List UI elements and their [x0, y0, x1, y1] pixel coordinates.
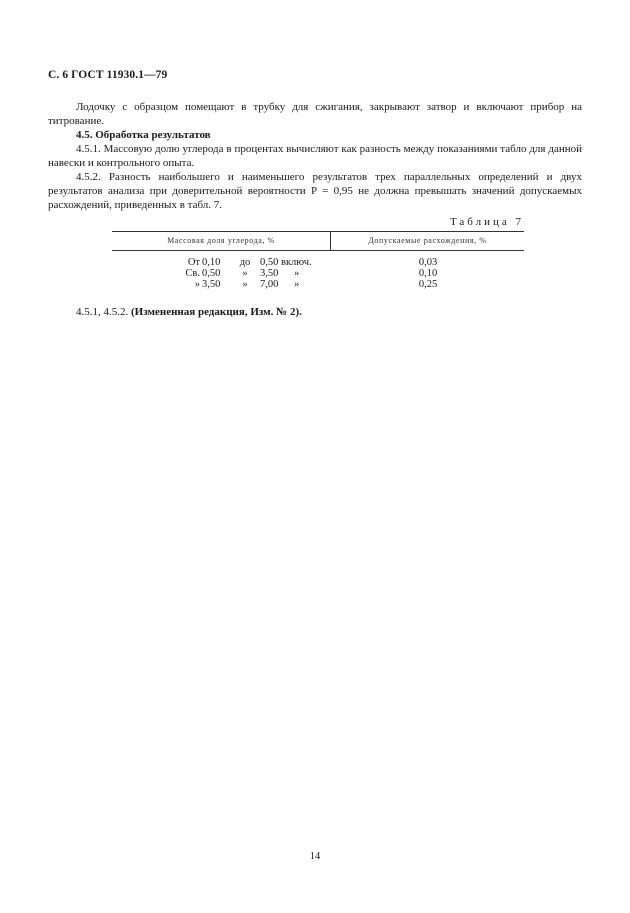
range-from: 0,10 [202, 257, 221, 268]
table-row [112, 279, 524, 290]
amendment-note [76, 305, 302, 319]
table-caption: Таблица 7 [449, 216, 524, 228]
range-from: 3,50 [202, 279, 221, 290]
range-connector: до [239, 257, 251, 268]
table-body [112, 251, 524, 290]
tolerance-value: 0,25 [418, 279, 438, 290]
table-row [112, 268, 524, 279]
tolerance-value: 0,03 [418, 257, 438, 268]
section-heading-results: 4.5. Обработка результатов [76, 129, 211, 141]
column-header-carbon: Массовая доля углерода, % [112, 232, 331, 250]
paragraph-4-5-2: 4.5.2. Разность наибольшего и наименьшего результатов трех параллельных определений и двух результатов анализа при доверительной вероятности P = 0,95 не должна превышать значений допускаемых расхождений, приведенных в табл. 7. [48, 171, 582, 211]
range-to: 7,00 » [260, 279, 300, 290]
range-prefix: От [187, 257, 200, 268]
body-text [48, 100, 582, 212]
page-number: 14 [309, 851, 321, 862]
tolerance-table [112, 231, 524, 290]
paragraph-boat-placement: Лодочку с образцом помещают в трубку для сжигания, закрывают затвор и включают прибор на титрование. [48, 101, 582, 127]
range-connector: » [242, 279, 248, 290]
amendment-prefix: 4.5.1, 4.5.2. [76, 306, 129, 318]
table-row [112, 257, 524, 268]
paragraph-4-5-1: 4.5.1. Массовую долю углерода в процентах вычисляют как разность между показаниями табло для данной навески и контрольного опыта. [48, 143, 582, 169]
amendment-edition: (Измененная редакция, Изм. № 2). [131, 306, 302, 318]
range-connector: » [242, 268, 248, 279]
column-header-tolerance: Допускаемые расхождения, % [368, 236, 487, 245]
tolerance-value: 0,10 [418, 268, 438, 279]
range-prefix: » [194, 279, 200, 290]
range-from: 0,50 [202, 268, 221, 279]
range-prefix: Св. [185, 268, 200, 279]
table-header-row [112, 231, 524, 251]
document-header: С. 6 ГОСТ 11930.1—79 [48, 69, 168, 81]
range-to: 0,50 включ. [260, 257, 312, 268]
range-to: 3,50 » [260, 268, 300, 279]
